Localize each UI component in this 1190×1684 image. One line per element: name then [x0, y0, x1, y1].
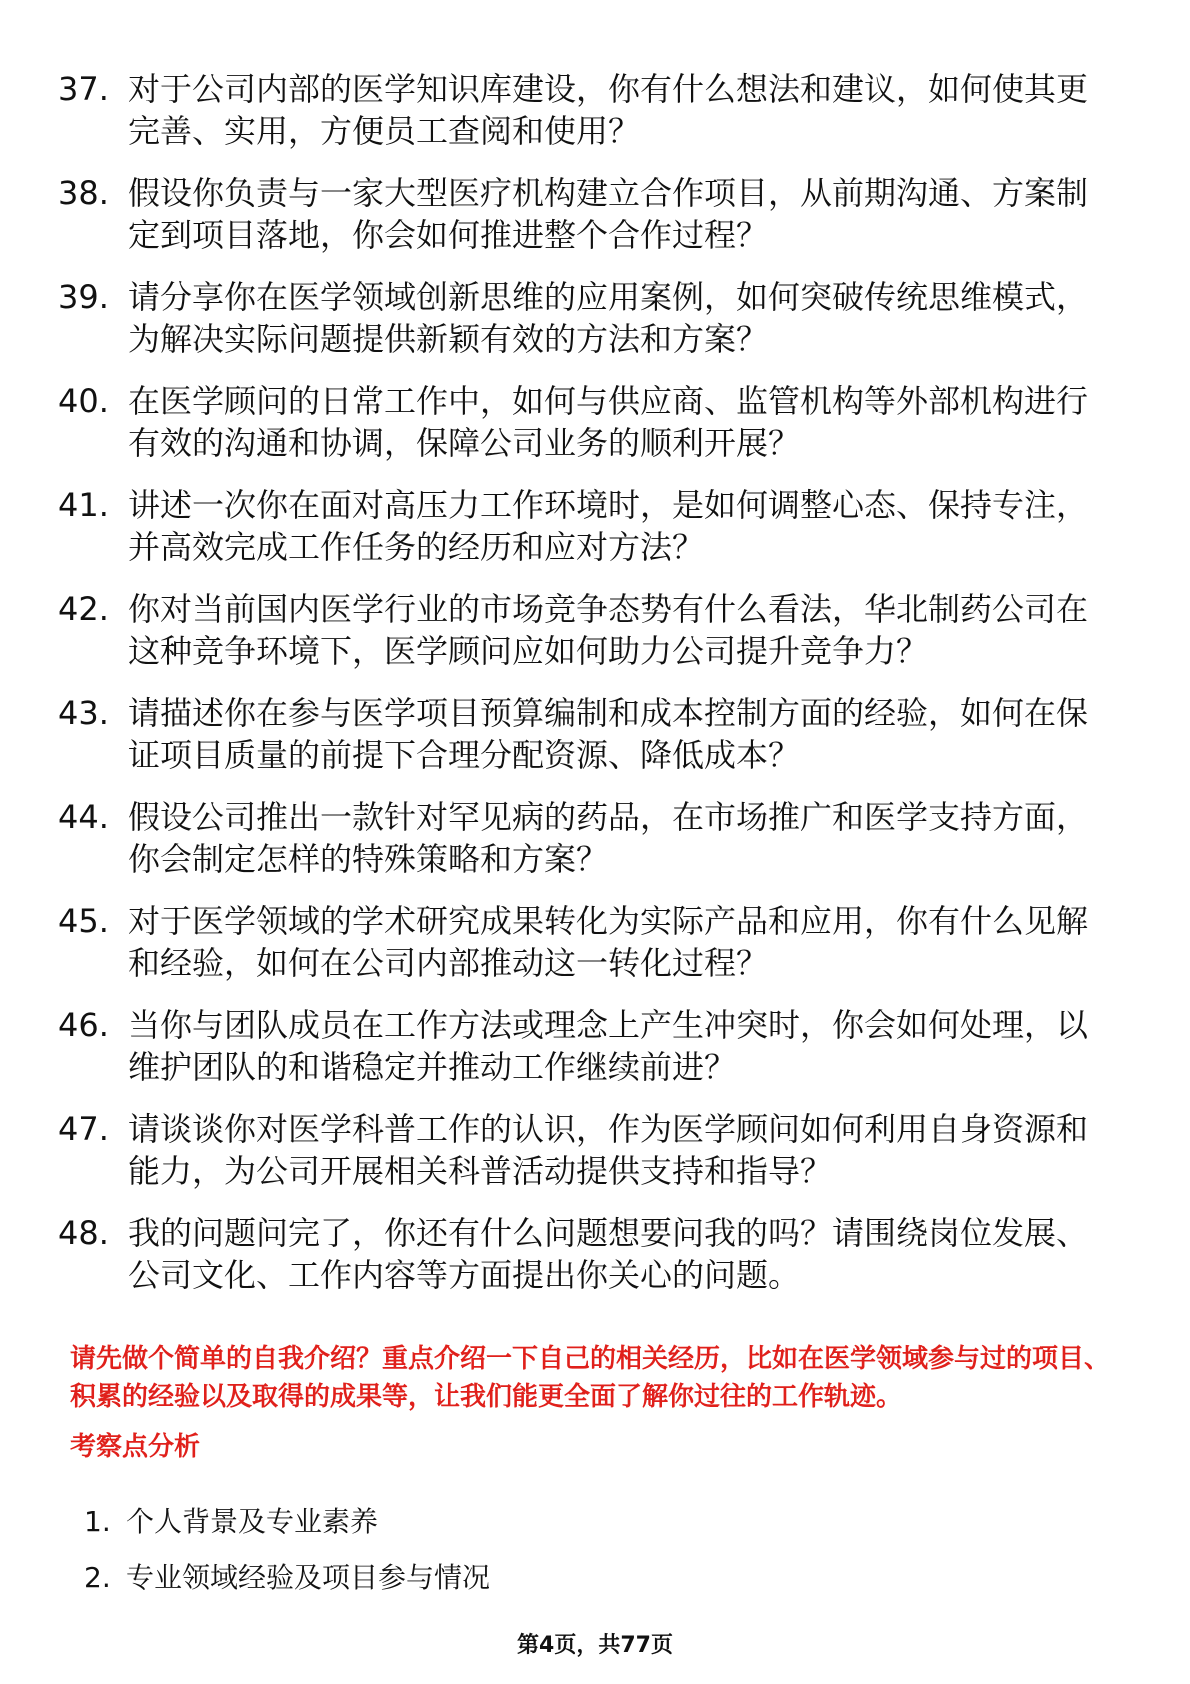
question-number: 46. — [58, 1006, 109, 1044]
question-number: 41. — [58, 486, 109, 524]
point-number: 1. — [84, 1505, 111, 1538]
question-number: 47. — [58, 1110, 109, 1148]
question-text: 当你与团队成员在工作方法或理念上产生冲突时，你会如何处理，以维护团队的和谐稳定并推动工作继续前进？ — [128, 1006, 1089, 1086]
question-number: 48. — [58, 1214, 109, 1252]
question-list — [58, 68, 1118, 1316]
question-item — [58, 900, 1118, 984]
question-text: 请谈谈你对医学科普工作的认识，作为医学顾问如何利用自身资源和能力，为公司开展相关科普活动提供支持和指导？ — [128, 1110, 1089, 1190]
question-text: 我的问题问完了，你还有什么问题想要问我的吗？请围绕岗位发展、公司文化、工作内容等方面提出你关心的问题。 — [128, 1214, 1089, 1294]
question-text: 讲述一次你在面对高压力工作环境时，是如何调整心态、保持专注，并高效完成工作任务的经历和应对方法？ — [128, 486, 1089, 566]
question-item — [58, 484, 1118, 568]
question-number: 45. — [58, 902, 109, 940]
page-footer: 第4页，共77页 — [517, 1633, 673, 1658]
analysis-point — [84, 1558, 490, 1598]
point-number: 2. — [84, 1561, 111, 1594]
analysis-point — [84, 1502, 490, 1542]
question-item — [58, 68, 1118, 152]
question-text: 在医学顾问的日常工作中，如何与供应商、监管机构等外部机构进行有效的沟通和协调，保障公司业务的顺利开展？ — [128, 382, 1089, 462]
question-item — [58, 1004, 1118, 1088]
question-item — [58, 380, 1118, 464]
question-number: 44. — [58, 798, 109, 836]
question-item — [58, 588, 1118, 672]
point-text: 专业领域经验及项目参与情况 — [126, 1561, 491, 1594]
question-number: 42. — [58, 590, 109, 628]
point-text: 个人背景及专业素养 — [126, 1505, 379, 1538]
section-title: 考察点分析 — [70, 1432, 201, 1462]
question-number: 39. — [58, 278, 109, 316]
question-number: 38. — [58, 174, 109, 212]
question-item — [58, 1108, 1118, 1192]
question-text: 对于公司内部的医学知识库建设，你有什么想法和建议，如何使其更完善、实用，方便员工查阅和使用？ — [128, 70, 1089, 150]
question-item — [58, 172, 1118, 256]
question-text: 对于医学领域的学术研究成果转化为实际产品和应用，你有什么见解和经验，如何在公司内部推动这一转化过程？ — [128, 902, 1089, 982]
question-number: 43. — [58, 694, 109, 732]
question-text: 假设公司推出一款针对罕见病的药品，在市场推广和医学支持方面，你会制定怎样的特殊策略和方案？ — [128, 798, 1089, 878]
question-text: 请描述你在参与医学项目预算编制和成本控制方面的经验，如何在保证项目质量的前提下合理分配资源、降低成本？ — [128, 694, 1089, 774]
analysis-points-list — [84, 1502, 490, 1614]
question-number: 37. — [58, 70, 109, 108]
question-item — [58, 276, 1118, 360]
question-item — [58, 1212, 1118, 1296]
question-item — [58, 796, 1118, 880]
question-text: 你对当前国内医学行业的市场竞争态势有什么看法，华北制药公司在这种竞争环境下，医学顾问应如何助力公司提升竞争力？ — [128, 590, 1089, 670]
question-item — [58, 692, 1118, 776]
question-number: 40. — [58, 382, 109, 420]
question-text: 请分享你在医学领域创新思维的应用案例，如何突破传统思维模式，为解决实际问题提供新颖有效的方法和方案？ — [128, 278, 1089, 358]
question-text: 假设你负责与一家大型医疗机构建立合作项目，从前期沟通、方案制定到项目落地，你会如何推进整个合作过程？ — [128, 174, 1089, 254]
intro-question: 请先做个简单的自我介绍？重点介绍一下自己的相关经历，比如在医学领域参与过的项目、积累的经验以及取得的成果等，让我们能更全面了解你过往的工作轨迹。 — [70, 1344, 1111, 1412]
